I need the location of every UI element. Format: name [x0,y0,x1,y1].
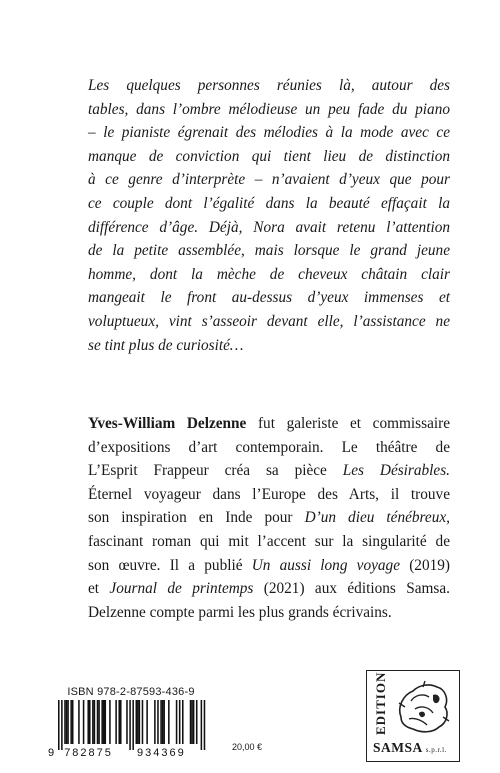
barcode-bar [78,700,80,744]
barcode-bar [64,700,66,744]
bio-text: et [88,580,110,598]
bio-line: Éternel voyageur dans l’Europe des Arts, il trouve [88,485,450,503]
barcode-bar [139,700,141,744]
barcode-bar [70,700,72,744]
barcode-bar [89,700,91,744]
barcode-bar [87,700,89,744]
barcode-bar [129,700,131,750]
barcode-bar [168,700,170,744]
barcode-bar [98,700,100,744]
barcode-bar [182,700,184,744]
barcode-bar [137,700,139,744]
barcode-bar [193,700,195,744]
excerpt-line: ce couple dont l’égalité dans la beauté effaçait la [88,194,450,212]
barcode-bar [196,700,198,744]
barcode-bar [66,700,68,744]
back-cover-excerpt [88,74,450,357]
bio-text: (2021) aux éditions Samsa. [253,580,450,598]
isbn-label: ISBN 978-2-87593-436-9 [67,686,195,698]
bio-line [88,577,450,601]
bio-line [88,506,450,530]
bio-text: L’Esprit Frappeur créa sa pièce [88,462,343,480]
bio-text: son œuvre. Il a publié [88,556,252,574]
barcode-bar [92,700,94,744]
logo-emblem-icon [393,677,453,739]
barcode-bar [163,700,165,744]
barcode-digit-lead: 9 [48,747,57,758]
bio-text: son inspiration en Inde pour [88,509,305,527]
play-title: Les Désirables. [342,462,451,480]
excerpt-line: mangeait le front au-dessus d’yeux immenses et [88,289,450,307]
bio-text: (2019) [400,556,450,574]
barcode-bar [103,700,105,744]
barcode-bar [162,700,164,744]
excerpt-line: homme, dont la mèche de cheveux châtain clair [88,265,450,283]
barcode-bar [83,700,85,744]
excerpt-line: à ce genre d’interprète – n’avaient d’yeux que pour [88,171,450,189]
barcode-bar [204,700,206,750]
logo-name [373,740,447,756]
barcode-bar [176,700,178,744]
excerpt-line: voluptueux, vint s’asseoir devant elle, l’assistance ne [88,312,450,330]
bio-line [88,459,450,483]
publisher-name: SAMSA [373,740,423,755]
bio-line: fascinant roman qui mit l’accent sur la singularité de [88,532,450,550]
barcode-bar [132,700,134,750]
barcode-bar [115,700,117,744]
barcode-bar [109,700,111,744]
barcode-bar [72,700,74,744]
barcode-bar [97,700,99,744]
excerpt-line: se tint plus de curiosité… [88,336,244,354]
barcode-bar [105,700,107,744]
barcode-graphic [46,700,216,758]
barcode-bar [120,700,122,744]
barcode-bar [136,700,138,744]
isbn-barcode [40,686,222,758]
barcode-bar [58,700,60,750]
barcode-bar [190,700,192,744]
bio-line: Delzenne compte parmi les plus grands écrivains. [88,603,392,621]
barcode-bar [191,700,193,744]
barcode-bar [146,700,148,744]
barcode-bar [142,700,144,744]
barcode-bar [201,700,203,750]
barcode-bar [101,700,103,744]
bio-line: d’expositions d’art contemporain. Le théâtre de [88,438,450,456]
barcode-bar [157,700,159,744]
excerpt-line: tables, dans l’ombre mélodieuse un peu fade du piano [88,100,450,118]
logo-edition-text: EDITION [373,671,388,735]
barcode-bar [179,700,181,744]
excerpt-line: de la petite assemblée, mais lorsque le grand jeune [88,242,450,260]
bio-text: fut galeriste et commissaire [246,415,450,432]
publisher-logo [366,670,460,762]
excerpt-line: Les quelques personnes réunies là, autour des [88,77,450,94]
price-label: 20,00 € [232,742,263,752]
barcode-bar [67,700,69,744]
barcode-digits-right: 934369 [137,747,186,758]
excerpt-line: différence d’âge. Déjà, Nora avait retenu l’attention [88,218,450,236]
bio-line [88,554,450,578]
barcode-bar [160,700,162,744]
publisher-suffix: s.p.r.l. [425,746,447,754]
author-name: Yves-William Delzenne [88,415,247,432]
excerpt-line: manque de conviction qui tient lieu de distinction [88,147,450,165]
author-biography [88,412,450,624]
book-title: Journal de printemps [109,580,254,598]
barcode-bar [61,700,63,750]
book-title: Un aussi long voyage [251,556,400,574]
barcode-bar [126,700,128,744]
bio-line [88,412,450,436]
barcode-bar [118,700,120,744]
novel-title: D’un dieu ténébreux, [304,509,450,527]
barcode-bar [154,700,156,744]
barcode-bar [94,700,96,744]
barcode-digits-left: 782875 [64,747,113,758]
excerpt-line: – le pianiste égrenait des mélodies à la mode avec ce [88,124,450,142]
